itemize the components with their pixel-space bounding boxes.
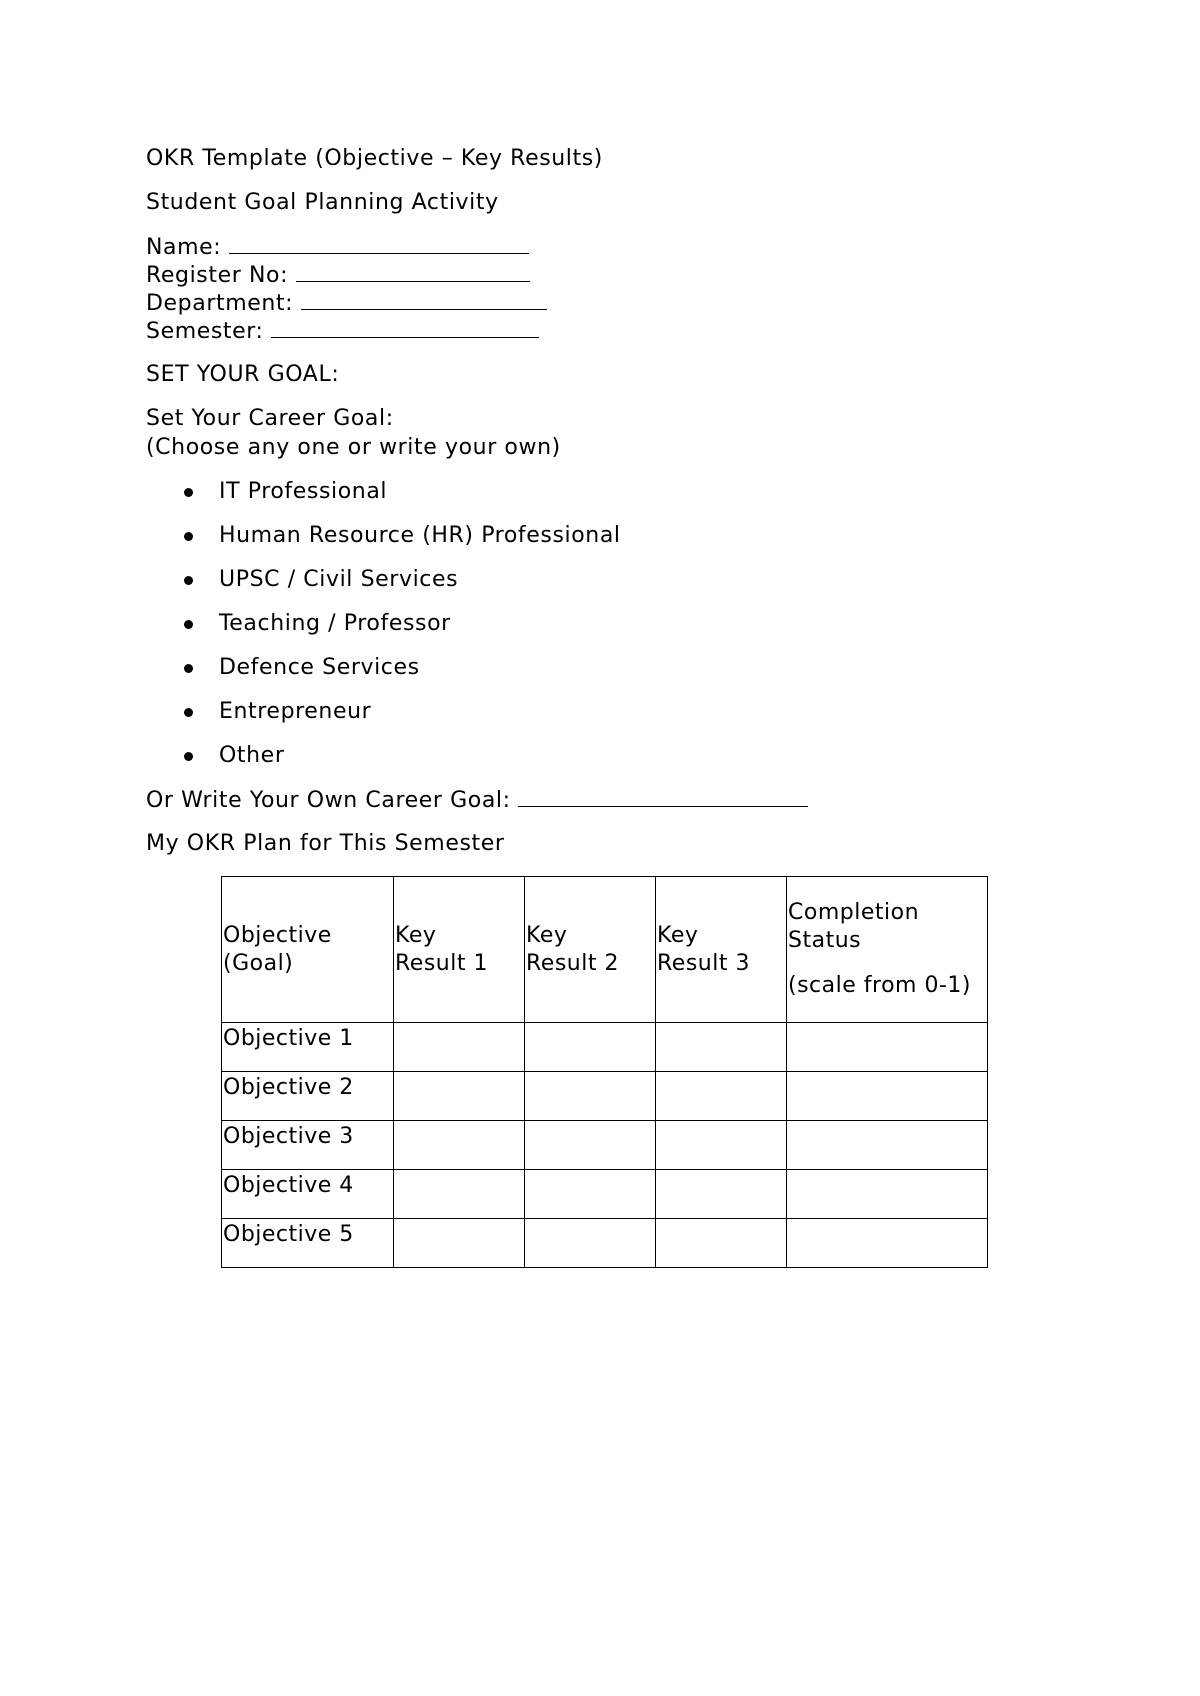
- completion-status-cell[interactable]: [787, 1121, 988, 1170]
- register-no-label: Register No:: [146, 263, 289, 288]
- key-result-3-cell[interactable]: [656, 1219, 787, 1268]
- document-title: OKR Template (Objective – Key Results): [146, 146, 603, 171]
- completion-status-cell[interactable]: [787, 1170, 988, 1219]
- key-result-2-cell[interactable]: [525, 1023, 656, 1072]
- key-result-1-cell[interactable]: [394, 1072, 525, 1121]
- table-row: [222, 1121, 988, 1170]
- name-field: [146, 233, 529, 262]
- department-field: [146, 289, 547, 318]
- bullet-icon: [184, 488, 193, 497]
- bullet-icon: [184, 752, 193, 761]
- key-result-1-cell[interactable]: [394, 1023, 525, 1072]
- table-header-row: [222, 877, 988, 1023]
- column-header-objective: Objective (Goal): [222, 877, 394, 1023]
- objective-cell: Objective 1: [222, 1023, 394, 1072]
- completion-status-cell[interactable]: [787, 1023, 988, 1072]
- completion-status-cell[interactable]: [787, 1219, 988, 1268]
- document-subtitle: Student Goal Planning Activity: [146, 190, 499, 215]
- department-blank[interactable]: [301, 289, 547, 310]
- name-blank[interactable]: [229, 233, 529, 254]
- semester-field: [146, 317, 539, 346]
- objective-cell: Objective 3: [222, 1121, 394, 1170]
- completion-status-cell[interactable]: [787, 1072, 988, 1121]
- register-no-blank[interactable]: [296, 261, 530, 282]
- column-header-key-result-1: Key Result 1: [394, 877, 525, 1023]
- career-goal-hint: (Choose any one or write your own): [146, 435, 561, 460]
- table-row: [222, 1023, 988, 1072]
- key-result-1-cell[interactable]: [394, 1121, 525, 1170]
- objective-cell: Objective 2: [222, 1072, 394, 1121]
- okr-plan-table: [221, 876, 988, 1268]
- name-label: Name:: [146, 235, 222, 260]
- semester-label: Semester:: [146, 319, 264, 344]
- key-result-3-cell[interactable]: [656, 1072, 787, 1121]
- column-header-completion-status: Completion Status (scale from 0-1): [787, 877, 988, 1023]
- bullet-icon: [184, 576, 193, 585]
- key-result-2-cell[interactable]: [525, 1219, 656, 1268]
- career-goal-label: Set Your Career Goal:: [146, 406, 394, 431]
- department-label: Department:: [146, 291, 294, 316]
- objective-cell: Objective 5: [222, 1219, 394, 1268]
- bullet-icon: [184, 532, 193, 541]
- column-header-key-result-2: Key Result 2: [525, 877, 656, 1023]
- own-goal-blank[interactable]: [518, 786, 808, 807]
- key-result-2-cell[interactable]: [525, 1121, 656, 1170]
- key-result-2-cell[interactable]: [525, 1170, 656, 1219]
- document-page: OKR Template (Objective – Key Results) Student Goal Planning Activity Name: Register No: Department: Semester: SET YOUR GOAL: Set Your Career Goal: (Choose any one or write your own) IT Professional Human Resource (HR) Professional UPSC / Civil Services Teaching / Professor Defence Services Entrepreneur Other Or Write Your Own Career Goal: My OKR Plan for This Semester Objective (Goal) Key Result 1 Key Result 2 Key Result 3 Completion Status (scale from 0-1) Objective 1 Objective 2 Objective 3 Objective 4 Objective 5: [0, 0, 1200, 1696]
- key-result-2-cell[interactable]: [525, 1072, 656, 1121]
- set-goal-heading: SET YOUR GOAL:: [146, 362, 340, 387]
- bullet-icon: [184, 708, 193, 717]
- own-goal-field: [146, 786, 808, 815]
- table-row: [222, 1219, 988, 1268]
- table-row: [222, 1072, 988, 1121]
- objective-cell: Objective 4: [222, 1170, 394, 1219]
- key-result-1-cell[interactable]: [394, 1170, 525, 1219]
- bullet-icon: [184, 664, 193, 673]
- semester-blank[interactable]: [271, 317, 539, 338]
- own-goal-label: Or Write Your Own Career Goal:: [146, 788, 511, 813]
- register-no-field: [146, 261, 530, 290]
- column-header-key-result-3: Key Result 3: [656, 877, 787, 1023]
- key-result-3-cell[interactable]: [656, 1023, 787, 1072]
- key-result-1-cell[interactable]: [394, 1219, 525, 1268]
- key-result-3-cell[interactable]: [656, 1170, 787, 1219]
- okr-plan-heading: My OKR Plan for This Semester: [146, 831, 505, 856]
- bullet-icon: [184, 620, 193, 629]
- key-result-3-cell[interactable]: [656, 1121, 787, 1170]
- table-row: [222, 1170, 988, 1219]
